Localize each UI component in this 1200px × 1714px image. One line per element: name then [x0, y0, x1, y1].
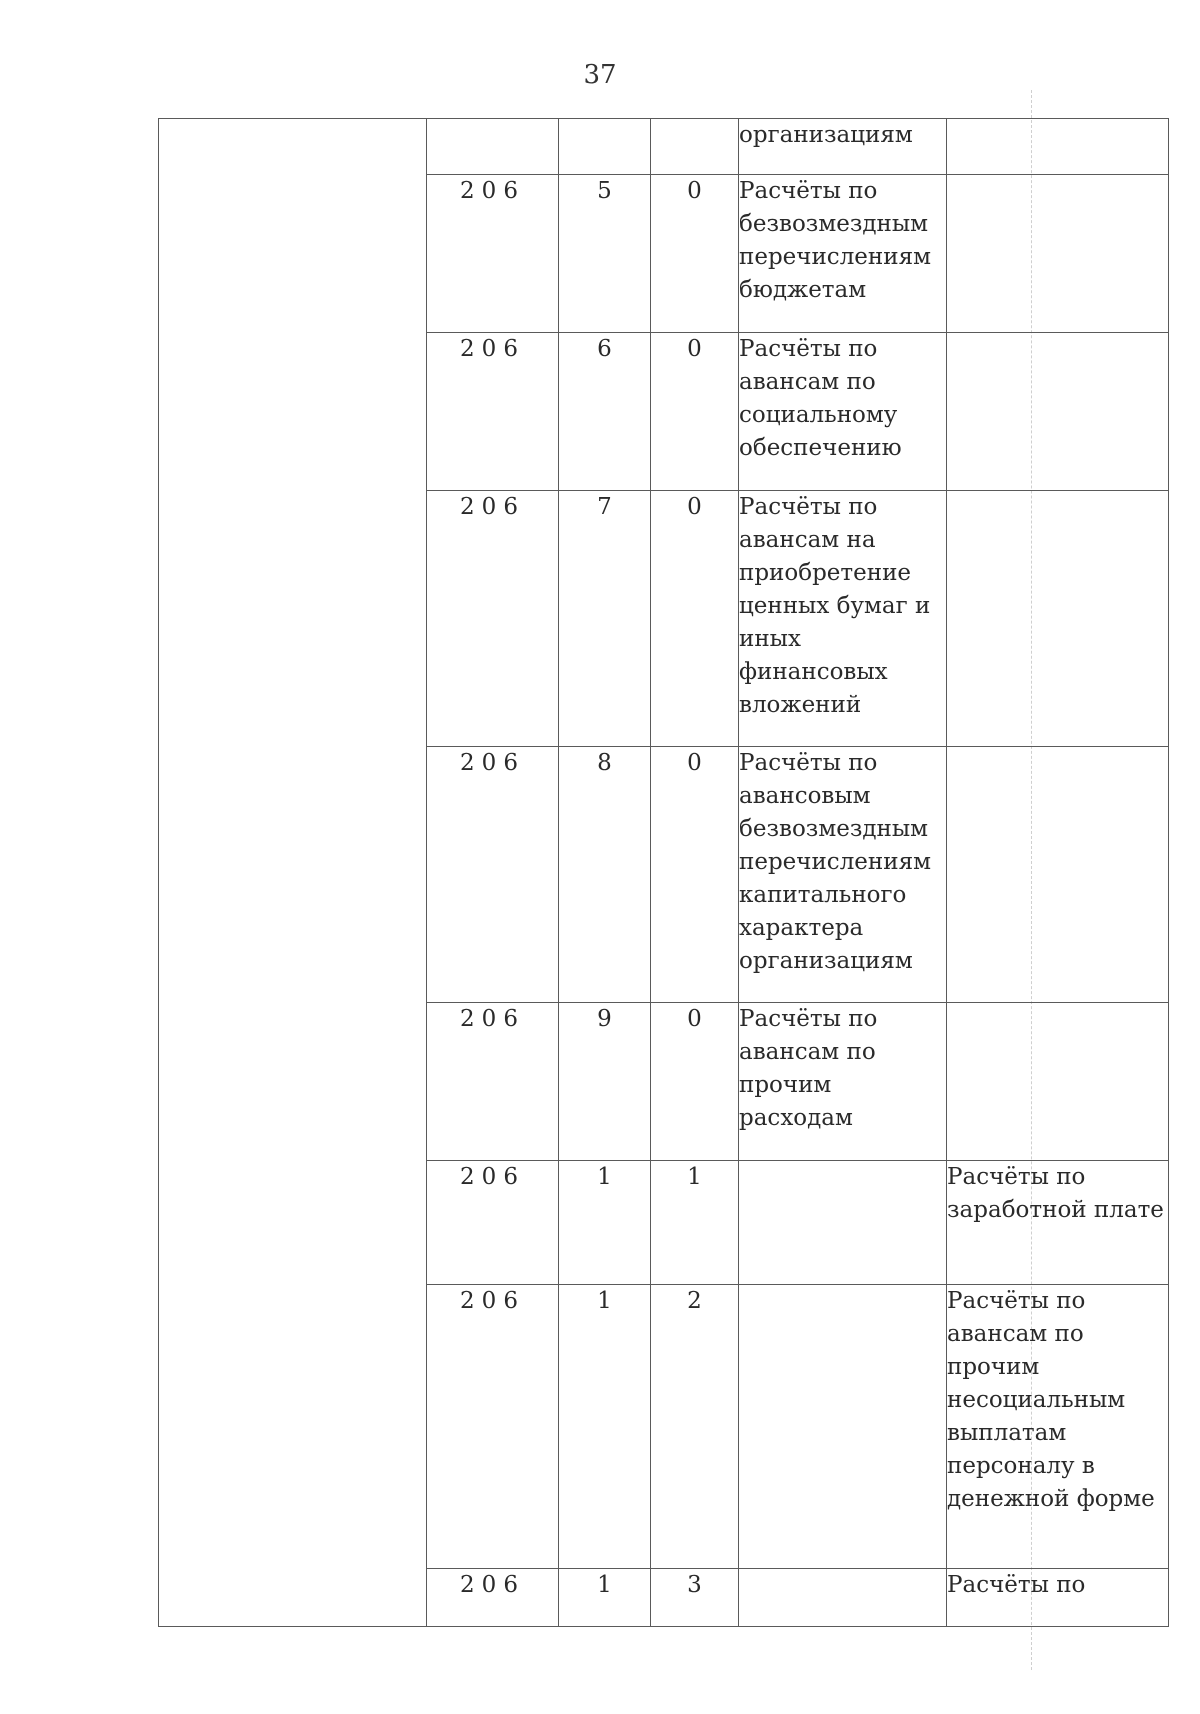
group-name-cell	[739, 1161, 947, 1285]
subgroup-name-cell: Расчёты по заработной плате	[947, 1161, 1169, 1285]
subgroup-name-cell	[947, 333, 1169, 491]
subgroup-cell	[651, 119, 739, 175]
subgroup-name-cell	[947, 747, 1169, 1003]
subgroup-name-cell	[947, 175, 1169, 333]
account-code-cell: 206	[427, 1569, 559, 1627]
account-code-cell: 206	[427, 333, 559, 491]
group-name-cell: Расчёты по авансовым безвозмездным перечислениям капитального характера организациям	[739, 747, 947, 1003]
group-cell: 1	[559, 1161, 651, 1285]
subgroup-name-cell: Расчёты по авансам по прочим несоциальным выплатам персоналу в денежной форме	[947, 1285, 1169, 1569]
account-code-cell: 206	[427, 175, 559, 333]
account-code-cell: 206	[427, 747, 559, 1003]
account-code-cell: 206	[427, 1285, 559, 1569]
group-name-cell	[739, 1285, 947, 1569]
group-name-cell: Расчёты по авансам на приобретение ценных бумаг и иных финансовых вложений	[739, 491, 947, 747]
subgroup-name-cell	[947, 1003, 1169, 1161]
group-cell: 6	[559, 333, 651, 491]
subgroup-cell: 0	[651, 747, 739, 1003]
page-number: 37	[583, 60, 617, 90]
accounts-table	[158, 118, 1169, 1627]
group-name-cell	[739, 1569, 947, 1627]
group-name-cell: Расчёты по авансам по прочим расходам	[739, 1003, 947, 1161]
account-code-cell: 206	[427, 1003, 559, 1161]
subgroup-cell: 2	[651, 1285, 739, 1569]
subgroup-cell: 0	[651, 333, 739, 491]
account-code-cell	[427, 119, 559, 175]
account-code-cell: 206	[427, 491, 559, 747]
group-cell: 8	[559, 747, 651, 1003]
subgroup-cell: 0	[651, 175, 739, 333]
group-cell	[559, 119, 651, 175]
group-name-cell: Расчёты по авансам по социальному обеспечению	[739, 333, 947, 491]
group-cell: 1	[559, 1569, 651, 1627]
subgroup-cell: 3	[651, 1569, 739, 1627]
group-cell: 1	[559, 1285, 651, 1569]
subgroup-name-cell: Расчёты по	[947, 1569, 1169, 1627]
account-code-cell: 206	[427, 1161, 559, 1285]
group-name-cell: организациям	[739, 119, 947, 175]
subgroup-name-cell	[947, 491, 1169, 747]
blank-left-column	[159, 119, 427, 1627]
group-name-cell: Расчёты по безвозмездным перечислениям бюджетам	[739, 175, 947, 333]
group-cell: 5	[559, 175, 651, 333]
subgroup-cell: 0	[651, 1003, 739, 1161]
subgroup-name-cell	[947, 119, 1169, 175]
group-cell: 9	[559, 1003, 651, 1161]
table-row	[159, 119, 1169, 175]
subgroup-cell: 1	[651, 1161, 739, 1285]
subgroup-cell: 0	[651, 491, 739, 747]
group-cell: 7	[559, 491, 651, 747]
